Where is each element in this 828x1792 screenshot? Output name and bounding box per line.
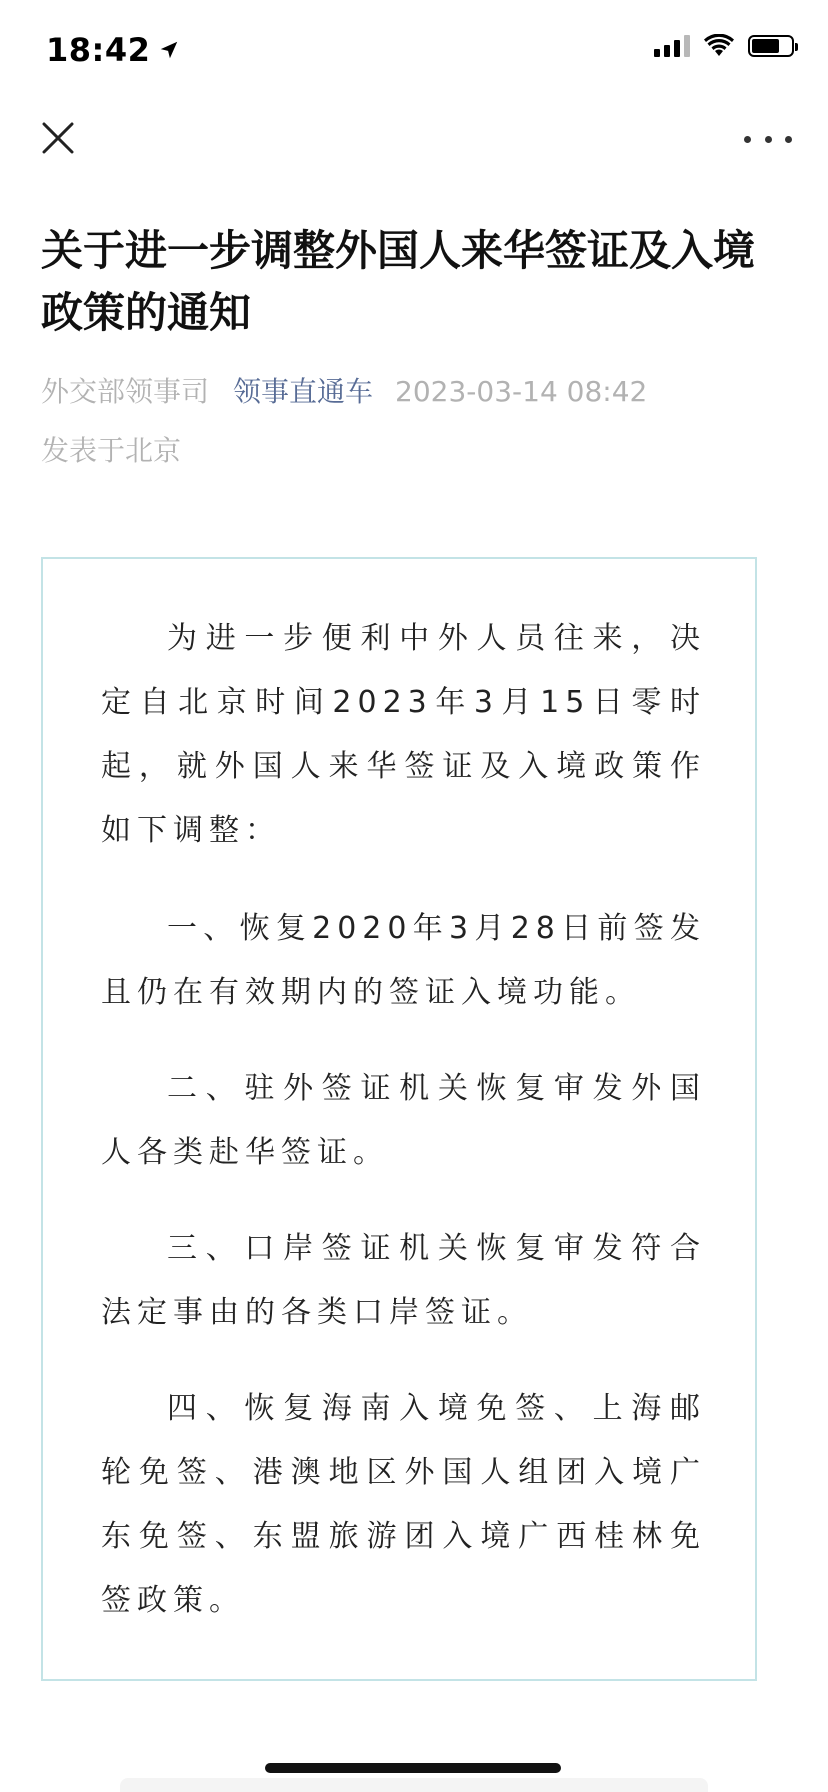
publish-datetime: 2023-03-14 08:42: [395, 375, 648, 408]
article-title: 关于进一步调整外国人来华签证及入境政策的通知: [41, 226, 756, 337]
status-time-text: 18:42: [46, 31, 151, 69]
status-time: [46, 30, 180, 70]
close-button[interactable]: [38, 118, 78, 158]
article-paragraph-intro: 为进一步便利中外人员往来，决定自北京时间2023年3月15日零时起，就外国人来华签证及入境政策作如下调整：: [101, 621, 706, 848]
article-meta: [41, 370, 801, 414]
article-paragraph-3: 三、口岸签证机关恢复审发符合法定事由的各类口岸签证。: [101, 1231, 706, 1330]
more-icon-dot: [765, 136, 772, 143]
status-bar: [0, 0, 828, 96]
more-icon-dot: [744, 136, 751, 143]
status-icons: [654, 34, 794, 58]
article-author: 外交部领事司: [41, 375, 210, 408]
publish-location: 发表于北京: [41, 434, 182, 467]
article-paragraph-1: 一、恢复2020年3月28日前签发且仍在有效期内的签证入境功能。: [101, 911, 706, 1010]
article-content-box: [41, 557, 757, 1681]
battery-icon: [748, 35, 794, 57]
wifi-icon: [704, 34, 734, 58]
article-paragraph-2: 二、驻外签证机关恢复审发外国人各类赴华签证。: [101, 1071, 706, 1170]
article-paragraph-4: 四、恢复海南入境免签、上海邮轮免签、港澳地区外国人组团入境广东免签、东盟旅游团入境广西桂林免签政策。: [101, 1391, 706, 1618]
close-icon: [38, 118, 78, 158]
more-button[interactable]: [744, 128, 792, 150]
home-indicator[interactable]: [265, 1763, 561, 1773]
cellular-signal-icon: [654, 35, 690, 57]
location-arrow-icon: [158, 39, 180, 61]
more-icon-dot: [785, 136, 792, 143]
bottom-toolbar-edge: [120, 1778, 708, 1792]
account-link[interactable]: 领事直通车: [233, 375, 374, 408]
